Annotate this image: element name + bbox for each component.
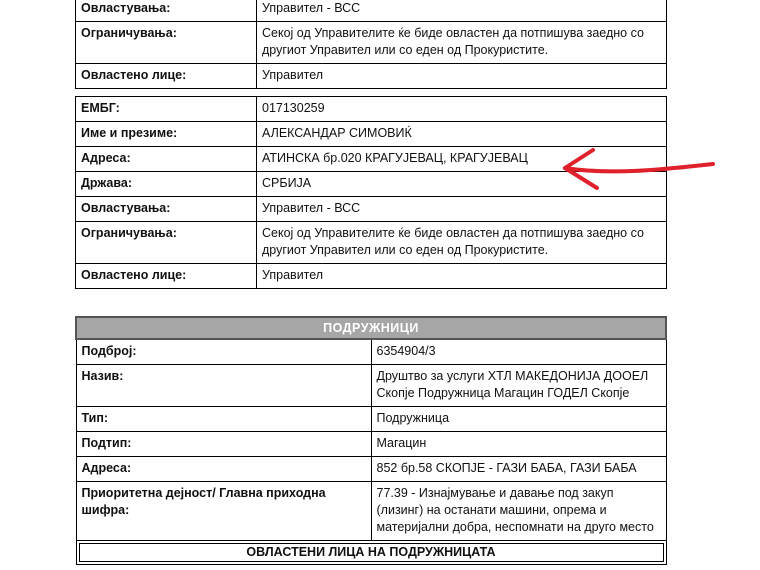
table-row (76, 264, 667, 289)
red-arrow-annotation (555, 148, 720, 196)
row-label: ЕМБГ: (76, 97, 257, 122)
row-value: 6354904/3 (371, 339, 666, 365)
row-value: АЛЕКСАНДАР СИМОВИЌ (257, 122, 667, 147)
row-label: Овластувања: (76, 0, 257, 22)
table-row (76, 457, 666, 482)
row-value: Секој од Управителите ќе биде овластен да потпишува заедно со другиот Управител или со еден од Прокуристите. (257, 222, 667, 264)
row-label: Подброј: (76, 339, 371, 365)
row-label: Тип: (76, 407, 371, 432)
row-label: Адреса: (76, 147, 257, 172)
row-value: Магацин (371, 432, 666, 457)
row-value: Управител - ВСС (257, 197, 667, 222)
row-value: АТИНСКА бр.020 КРАГУЈЕВАЦ, КРАГУЈЕВАЦ (257, 147, 667, 172)
table-row (76, 407, 666, 432)
table-row (76, 365, 666, 407)
section-subtitle: ОВЛАСТЕНИ ЛИЦА НА ПОДРУЖНИЦАТА (76, 541, 666, 565)
row-value: СРБИЈА (257, 172, 667, 197)
branch-authorized-persons-header (76, 541, 666, 565)
row-value: Секој од Управителите ќе биде овластен да потпишува заедно со другиот Управител или со еден од Прокуристите. (257, 22, 667, 64)
row-label: Ограничувања: (76, 22, 257, 64)
section-title: ПОДРУЖНИЦИ (76, 317, 666, 339)
row-label: Ограничувања: (76, 222, 257, 264)
table-row (76, 339, 666, 365)
arrow-shaft (565, 164, 713, 171)
row-value: 017130259 (257, 97, 667, 122)
table-row (76, 22, 667, 64)
row-value: Управител (257, 64, 667, 89)
branches-header (76, 317, 666, 339)
table-row (76, 122, 667, 147)
branches-table (75, 316, 667, 565)
row-value: 77.39 - Изнајмување и давање под закуп (лизинг) на останати машини, опрема и материјални добра, неспомнати на друго место (371, 482, 666, 541)
row-label: Приоритетна дејност/ Главна приходна шифра: (76, 482, 371, 541)
table-row (76, 64, 667, 89)
row-value: Подружница (371, 407, 666, 432)
table-row (76, 482, 666, 541)
table-row (76, 197, 667, 222)
row-label: Подтип: (76, 432, 371, 457)
row-value: Управител - ВСС (257, 0, 667, 22)
table-row (76, 222, 667, 264)
row-value: 852 бр.58 СКОПЈЕ - ГАЗИ БАБА, ГАЗИ БАБА (371, 457, 666, 482)
row-label: Назив: (76, 365, 371, 407)
table-row (76, 432, 666, 457)
row-label: Име и презиме: (76, 122, 257, 147)
row-label: Овластено лице: (76, 264, 257, 289)
table-row (76, 97, 667, 122)
row-label: Адреса: (76, 457, 371, 482)
authorized-person-table-1 (75, 0, 667, 89)
row-label: Овластено лице: (76, 64, 257, 89)
row-value: Управител (257, 264, 667, 289)
row-label: Овластувања: (76, 197, 257, 222)
row-label: Држава: (76, 172, 257, 197)
row-value: Друштво за услуги ХТЛ МАКЕДОНИЈА ДООЕЛ Скопје Подружница Магацин ГОДЕЛ Скопје (371, 365, 666, 407)
table-row (76, 0, 667, 22)
